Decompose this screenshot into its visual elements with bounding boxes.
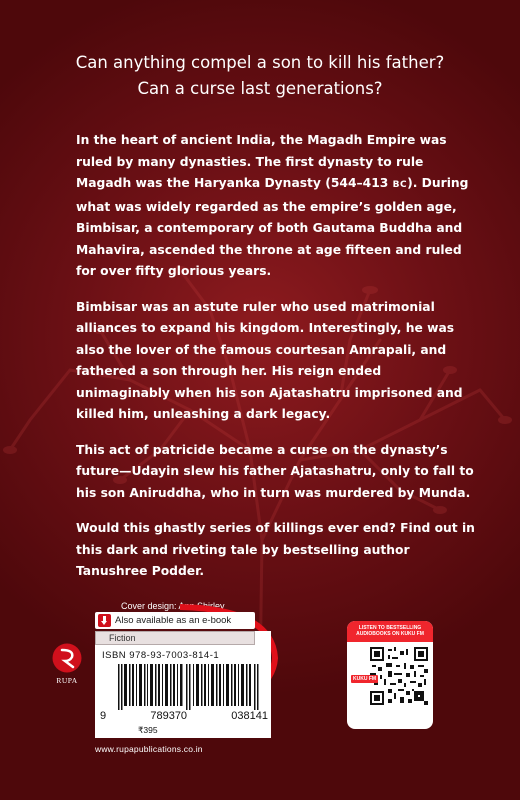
ebook-label: Also available as an e-book: [115, 615, 232, 626]
publisher-name: RUPA: [56, 676, 78, 685]
cover-credit: Cover design: Ann Shirley: [121, 601, 225, 611]
blurb-paragraph-1: In the heart of ancient India, the Magadh Empire was ruled by many dynasties. The first dynasty to rule Magadh was the Haryanka Dynasty (544–413 BC). During what was widely regarded as the empire’s golden age, Bimbisar, a contemporary of both Gautama Buddha and Mahavira, ascended the throne at age fifteen and ruled for over fifty glorious years.: [76, 133, 469, 278]
kuku-fm-logo: KUKU FM: [353, 676, 377, 682]
publisher-website: www.rupapublications.co.in: [95, 744, 203, 754]
tagline-line-1: Can anything compel a son to kill his father?: [75, 53, 445, 72]
genre-label: Fiction: [95, 631, 255, 645]
kuku-fm-header: LISTEN TO BESTSELLING AUDIOBOOKS ON KUKU FM: [347, 621, 433, 642]
barcode: [118, 664, 260, 710]
blurb-paragraph-4: Would this ghastly series of killings ever end? Find out in this dark and riveting tale by bestselling author Tanushree Podder.: [76, 521, 475, 578]
price: ₹395: [138, 725, 158, 735]
ebook-badge: [95, 612, 255, 629]
isbn-number: ISBN 978-93-7003-814-1: [102, 650, 220, 661]
blurb-paragraph-3: This act of patricide became a curse on the dynasty’s future—Udayin slew his father Ajatashatru, only to fall to his son Aniruddha, who in turn was murdered by Munda.: [76, 442, 474, 500]
blurb: [76, 130, 476, 597]
tagline: [0, 50, 520, 102]
barcode-digits: 9 789370 038141: [100, 710, 268, 722]
blurb-paragraph-2: Bimbisar was an astute ruler who used matrimonial alliances to expand his kingdom. Interestingly, he was also the lover of the famous courtesan Amrapali, and fathered a son through her. His reign ended unimaginably when his son Ajatashatru imprisoned and killed him, unleashing a dark legacy.: [76, 299, 463, 421]
rupa-logo-icon: [52, 643, 82, 673]
tagline-line-2: Can a curse last generations?: [137, 79, 383, 98]
kuku-fm-qr-card: [347, 621, 433, 729]
download-icon: [98, 614, 111, 627]
qr-code: [370, 647, 428, 705]
